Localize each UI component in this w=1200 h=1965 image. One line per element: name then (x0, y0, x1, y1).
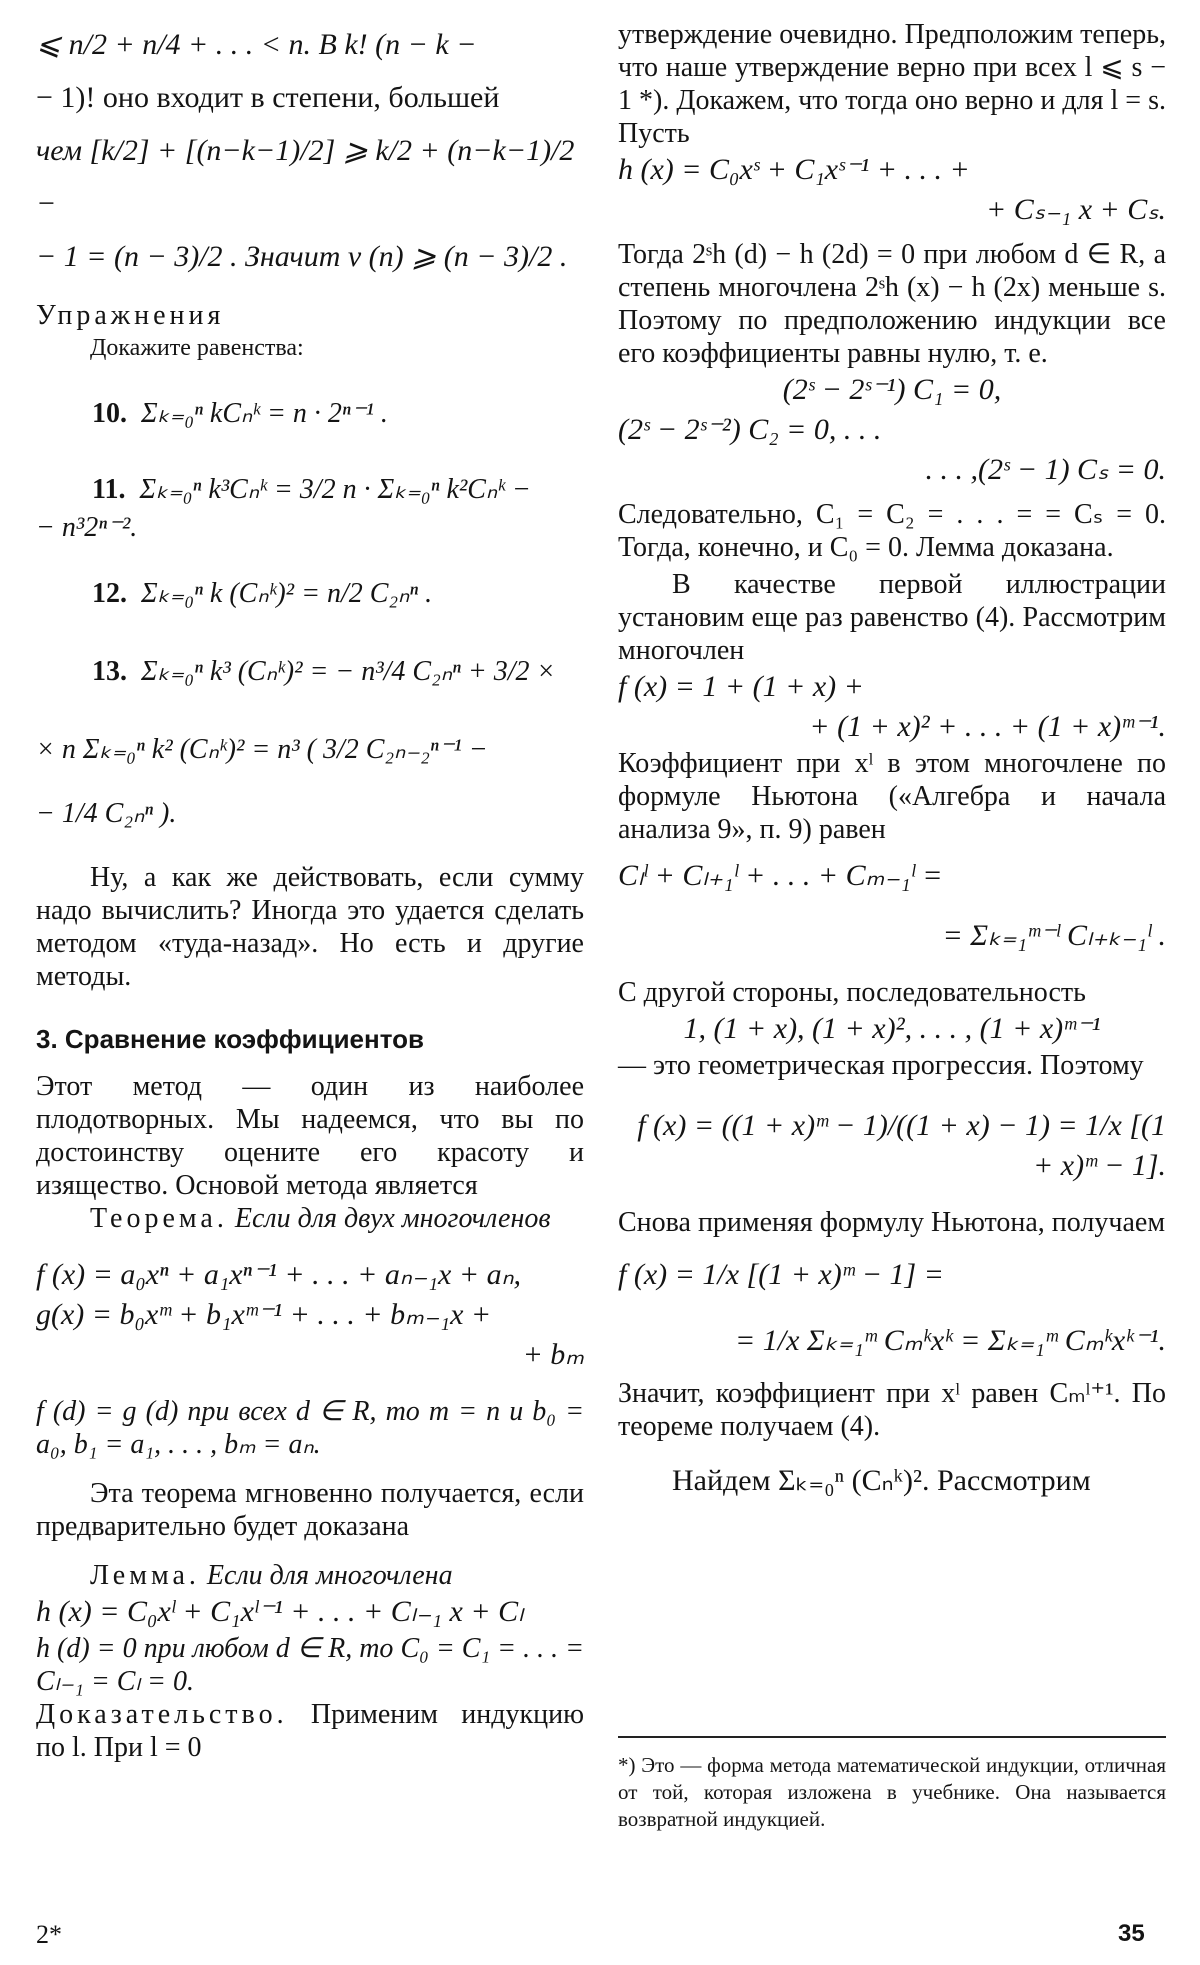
equation-c2: (2ˢ − 2ˢ⁻²) C₂ = 0, . . . (618, 413, 882, 446)
equation-sequence: 1, (1 + x), (1 + x)², . . . , (1 + x)ᵐ⁻¹ (683, 1012, 1101, 1045)
signature-mark: 2* (36, 1920, 62, 1949)
exercise-formula: Σₖ₌₀ⁿ k³ (Cₙᵏ)² = − n³/4 C₂ₙⁿ + 3/2 × (141, 656, 556, 687)
equation-f-sum: f (x) = 1 + (1 + x) + (618, 670, 864, 703)
exercises-intro: Докажите равенства: (90, 335, 304, 361)
theorem-text: Если для двух многочленов (234, 1203, 551, 1234)
proof (36, 1698, 584, 1764)
equation-h-s: h (x) = C₀xˢ + C₁xˢ⁻¹ + . . . + (618, 153, 970, 186)
paragraph: Следовательно, C₁ = C₂ = . . . = = Cₛ = 0. Тогда, конечно, и C₀ = 0. Лемма доказана. (618, 499, 1166, 563)
exercise-13 (36, 653, 584, 833)
theorem-label: Теорема. (90, 1203, 228, 1234)
lemma-text: Если для многочлена (206, 1560, 453, 1591)
exercise-continuation: − n³2ⁿ⁻². (36, 512, 138, 543)
exercise-formula: Σₖ₌₀ⁿ k (Cₙᵏ)² = n/2 C₂ₙⁿ . (141, 578, 433, 609)
paragraph: — это геометрическая прогрессия. Поэтому (618, 1050, 1144, 1081)
paragraph: В качестве первой иллюстрации установим еще раз равенство (4). Рассмотрим многочлен (618, 569, 1166, 666)
equation-g: g(x) = b₀xᵐ + b₁xᵐ⁻¹ + . . . + bₘ₋₁x + (36, 1298, 492, 1331)
paragraph: Эта теорема мгновенно получается, если предварительно будет доказана (36, 1478, 584, 1542)
equation-find: Найдем Σₖ₌₀ⁿ (Cₙᵏ)². Рассмотрим (672, 1464, 1091, 1497)
paragraph: Этот метод — один из наиболее плодотворных. Мы надеемся, что вы по достоинству оцените его красоту и изящество. Основой метода является (36, 1071, 584, 1201)
theorem-condition: f (d) = g (d) при всех d ∈ R, то m = n и b₀ = a₀, b₁ = a₁, . . . , bₘ = aₙ. (36, 1396, 584, 1460)
paragraph: С другой стороны, последовательность (618, 977, 1086, 1008)
paragraph: Тогда 2ˢh (d) − h (2d) = 0 при любом d ∈ R, а степень многочлена 2ˢh (x) − h (2x) меньше s. Поэтому по предположению индукции все его коэффициенты равны нулю, т. е. (618, 239, 1166, 369)
exercises-heading: Упражнения (36, 300, 225, 331)
footnote-rule (618, 1736, 1166, 1738)
equation-f-sum-cont: + (1 + x)² + . . . + (1 + x)ᵐ⁻¹. (809, 710, 1166, 743)
math-line: ⩽ n/2 + n/4 + . . . < n. В k! (n − k − (36, 28, 477, 61)
exercise-number: 13. (92, 656, 127, 687)
top-math (36, 18, 584, 283)
paragraph: утверждение очевидно. Предположим теперь, что наше утверждение верно при всех l ⩽ s − 1 *). Докажем, что тогда оно верно и для l = s. Пусть (618, 19, 1166, 149)
math-line: − 1 = (n − 3)/2 . Значит ν (n) ⩾ (n − 3)/2 . (36, 240, 568, 273)
equation-h-s-cont: + Cₛ₋₁ x + Cₛ. (986, 193, 1166, 226)
equation-c3: . . . ,(2ˢ − 1) Cₛ = 0. (925, 453, 1166, 486)
exercise-11 (36, 471, 584, 547)
math-line: чем [k/2] + [(n−k−1)/2] ⩾ k/2 + (n−k−1)/2 − (36, 134, 575, 220)
proof-label: Доказательство. (36, 1699, 288, 1730)
theorem (36, 1202, 584, 1235)
lemma-condition: h (d) = 0 при любом d ∈ R, то C₀ = C₁ = . . . = Cₗ₋₁ = Cₗ = 0. (36, 1633, 584, 1697)
proof-text: Применим индукцию по l. При l = 0 (36, 1699, 585, 1763)
paragraph: Снова применяя формулу Ньютона, получаем (618, 1207, 1166, 1238)
page-number: 35 (1118, 1920, 1145, 1947)
math-line: − 1)! оно входит в степени, большей (36, 81, 500, 114)
exercise-12 (36, 575, 584, 613)
exercise-number: 10. (92, 398, 127, 429)
exercise-formula: Σₖ₌₀ⁿ k³Cₙᵏ = 3/2 n · Σₖ₌₀ⁿ k²Cₙᵏ − (139, 474, 531, 505)
lemma (36, 1559, 584, 1592)
left-column (36, 18, 584, 1764)
paragraph: Коэффициент при xˡ в этом многочлене по формуле Ньютона («Алгебра и начала анализа 9», п. 9) равен (618, 748, 1166, 845)
exercise-10 (36, 395, 584, 433)
footnote: *) Это — форма метода математической индукции, отличная от той, которая изложена в учебнике. Она называется возвратной индукцией. (618, 1753, 1166, 1831)
paragraph: Ну, а как же действовать, если сумму надо вычислить? Иногда это удается сделать методом «туда-назад». Но есть и другие методы. (36, 862, 584, 992)
equation-c1: (2ˢ − 2ˢ⁻¹) C₁ = 0, (782, 373, 1002, 406)
equation-h: h (x) = C₀xˡ + C₁xˡ⁻¹ + . . . + Cₗ₋₁ x + Cₗ (36, 1595, 524, 1628)
exercise-continuation: × n Σₖ₌₀ⁿ k² (Cₙᵏ)² = n³ ( 3/2 C₂ₙ₋₂ⁿ⁻¹ − (36, 734, 488, 765)
exercise-number: 11. (92, 474, 126, 505)
equation-f: f (x) = a₀xⁿ + a₁xⁿ⁻¹ + . . . + aₙ₋₁x + aₙ, (36, 1258, 522, 1291)
equation-binomial-sum-cont: = Σₖ₌₁ᵐ⁻ˡ Cₗ₊ₖ₋₁ˡ . (942, 919, 1166, 952)
equation-newton-cont: = 1/x Σₖ₌₁ᵐ Cₘᵏxᵏ = Σₖ₌₁ᵐ Cₘᵏxᵏ⁻¹. (734, 1324, 1166, 1357)
equation-geometric: f (x) = ((1 + x)ᵐ − 1)/((1 + x) − 1) = 1/x [(1 + x)ᵐ − 1]. (637, 1109, 1166, 1182)
equation-g-cont: + bₘ (522, 1338, 584, 1371)
lemma-label: Лемма. (90, 1560, 200, 1591)
section-title: 3. Сравнение коэффициентов (36, 1024, 424, 1054)
exercise-continuation: − 1/4 C₂ₙⁿ ). (36, 798, 177, 829)
equation-newton: f (x) = 1/x [(1 + x)ᵐ − 1] = (618, 1258, 944, 1291)
right-column (618, 18, 1166, 1501)
equation-binomial-sum: Cₗˡ + Cₗ₊₁ˡ + . . . + Cₘ₋₁ˡ = (618, 859, 943, 892)
exercise-number: 12. (92, 578, 127, 609)
exercise-formula: Σₖ₌₀ⁿ kCₙᵏ = n · 2ⁿ⁻¹ . (141, 398, 388, 429)
paragraph: Значит, коэффициент при xˡ равен Cₘˡ⁺¹. По теореме получаем (4). (618, 1378, 1166, 1442)
